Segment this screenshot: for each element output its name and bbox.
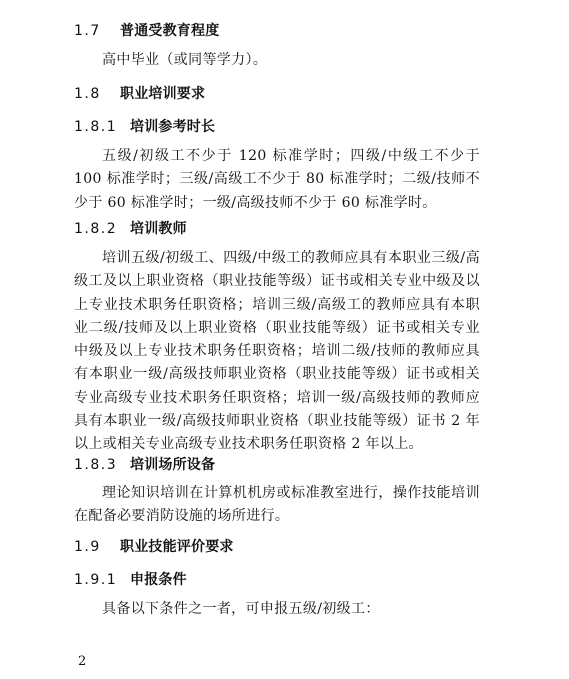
section-number: 1.8.1 xyxy=(74,119,118,135)
paragraph-application: 具备以下条件之一者，可申报五级/初级工： xyxy=(102,601,380,617)
section-heading-1-8-2 xyxy=(74,219,187,239)
section-number: 1.8.2 xyxy=(74,221,118,237)
section-number: 1.8 xyxy=(74,86,101,102)
section-title: 普通受教育程度 xyxy=(120,23,220,39)
section-heading-1-9-1 xyxy=(74,570,187,590)
section-title: 职业技能评价要求 xyxy=(120,539,234,555)
page-number: 2 xyxy=(78,654,87,669)
section-heading-1-7 xyxy=(74,21,219,41)
section-number: 1.9.1 xyxy=(74,572,118,588)
section-number: 1.8.3 xyxy=(74,457,118,473)
section-title: 培训参考时长 xyxy=(130,119,216,135)
paragraph-training-hours: 五级/初级工不少于 120 标准学时；四级/中级工不少于 100 标准学时；三级/高级工不少于 80 标准学时；二级/技师不少于 60 标准学时；一级/高级技师不少于 60 标准学时。 xyxy=(74,148,480,211)
section-number: 1.7 xyxy=(74,23,101,39)
section-heading-1-8-1 xyxy=(74,117,215,137)
paragraph-facilities: 理论知识培训在计算机机房或标准教室进行，操作技能培训在配备必要消防设施的场所进行。 xyxy=(74,485,480,525)
paragraph-teachers: 培训五级/初级工、四级/中级工的教师应具有本职业三级/高级工及以上职业资格（职业技能等级）证书或相关专业中级及以上专业技术职务任职资格；培训三级/高级工的教师应具有本职业二级/技师及以上职业资格（职业技能等级）证书或相关专业中级及以上专业技术职务任职资格；培训二级/技师的教师应具有本职业一级/高级技师职业资格（职业技能等级）证书或相关专业高级专业技术职务任职资格；培训一级/高级技师的教师应具有本职业一级/高级技师职业资格（职业技能等级）证书 2 年以上或相关专业高级专业技术职务任职资格 2 年以上。 xyxy=(74,250,480,453)
section-title: 申报条件 xyxy=(130,572,187,588)
section-title: 培训教师 xyxy=(130,221,187,237)
section-heading-1-8 xyxy=(74,84,205,104)
section-title: 培训场所设备 xyxy=(130,457,216,473)
section-title: 职业培训要求 xyxy=(120,86,206,102)
section-number: 1.9 xyxy=(74,539,101,555)
section-heading-1-8-3 xyxy=(74,455,215,475)
paragraph-education: 高中毕业（或同等学力）。 xyxy=(102,52,268,68)
section-heading-1-9 xyxy=(74,537,234,557)
